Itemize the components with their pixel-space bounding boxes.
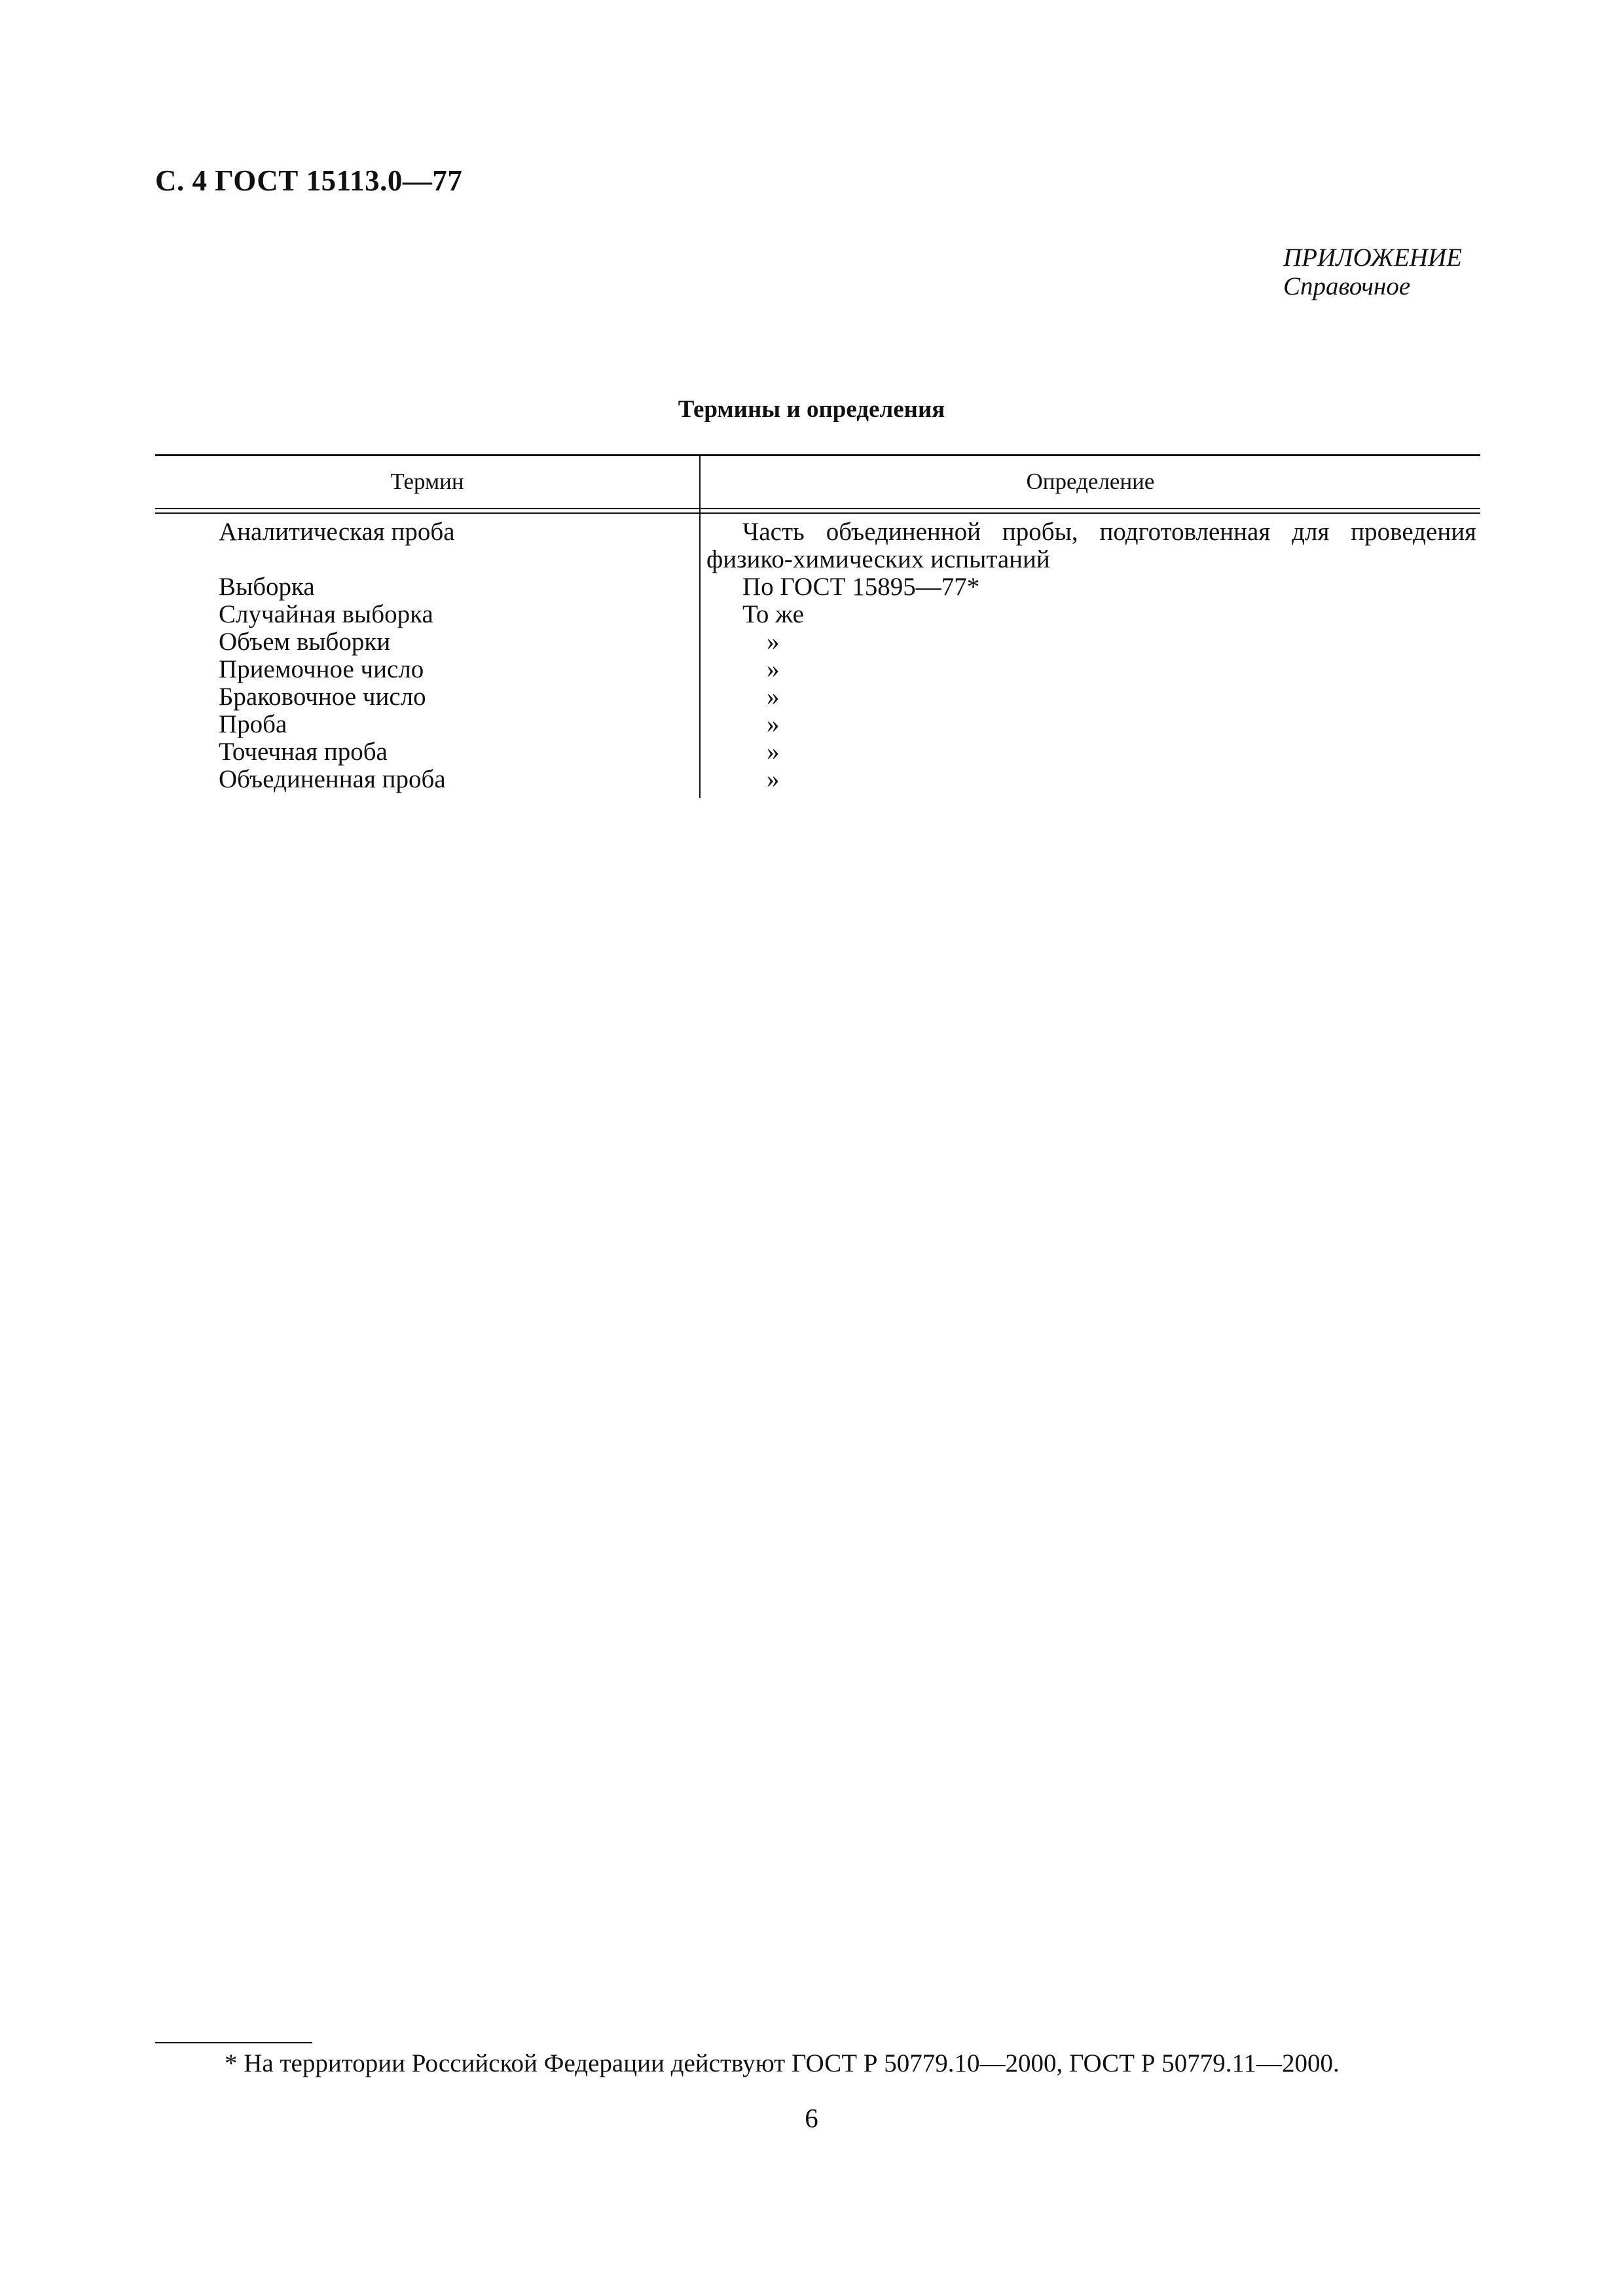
table-row [155,601,1480,628]
definition-cell: Часть объединенной пробы, подготовленная для проведения физико-химических испытаний [706,518,1476,573]
term-cell: Приемочное число [219,655,424,683]
term-cell: Браковочное число [219,683,426,711]
terms-table [155,454,1480,798]
table-row [155,518,1480,573]
table-row [155,683,1480,711]
footnote-rule [155,2042,312,2043]
footnote: * На территории Российской Федерации действуют ГОСТ Р 50779.10—2000, ГОСТ Р 50779.11—2000. [225,2049,1340,2077]
appendix-label: ПРИЛОЖЕНИЕ [1283,243,1462,272]
table-row [155,738,1480,766]
column-header-definition: Определение [1026,469,1155,494]
term-cell: Объем выборки [219,628,391,656]
table-row [155,573,1480,601]
term-cell: Аналитическая проба [219,518,455,546]
table-row [155,711,1480,738]
definition-cell: » [767,628,780,656]
table-top-rule [155,454,1480,456]
appendix-kind: Справочное [1283,272,1411,300]
table-row [155,656,1480,683]
definition-cell: То же [742,600,804,628]
table-row [155,628,1480,656]
definition-cell: » [767,765,780,793]
term-cell: Проба [219,710,287,738]
definition-cell: » [767,710,780,738]
definition-cell: » [767,738,780,766]
column-header-term: Термин [390,469,464,494]
appendix-label-block [1283,243,1506,301]
term-cell: Объединенная проба [219,765,446,793]
term-cell: Выборка [219,573,315,601]
definition-cell: » [767,655,780,683]
term-cell: Точечная проба [219,738,388,766]
page-header: С. 4 ГОСТ 15113.0—77 [155,164,463,197]
definition-cell: По ГОСТ 15895—77* [742,573,980,601]
table-header-rule [155,508,1480,514]
term-cell: Случайная выборка [219,600,433,628]
page-number: 6 [805,2103,818,2133]
definition-cell: » [767,683,780,711]
table-body [155,518,1480,793]
table-title: Термины и определения [678,396,945,423]
table-row [155,766,1480,793]
